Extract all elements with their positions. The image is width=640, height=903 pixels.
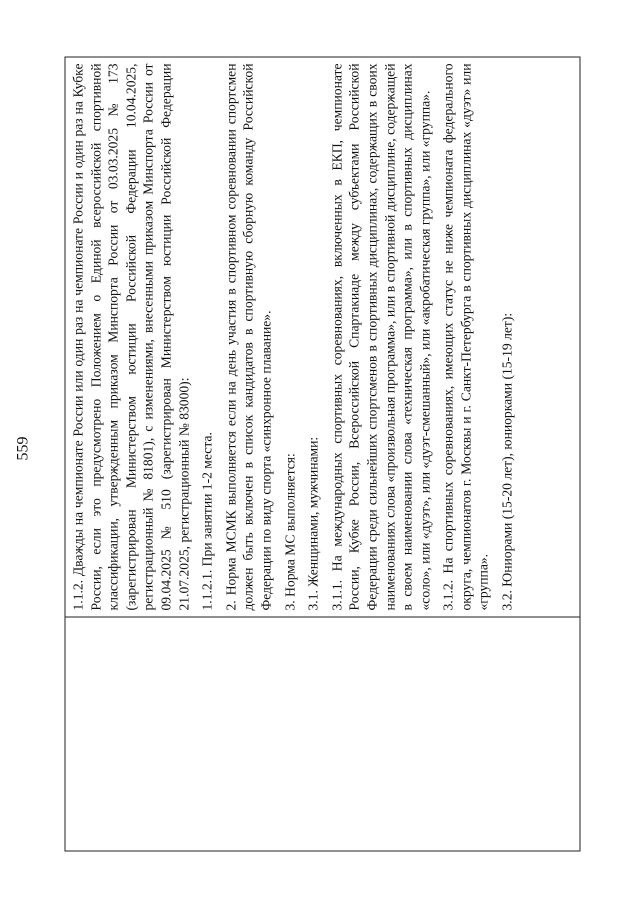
- paragraph-3-2: 3.2. Юниорами (15-20 лет), юниорками (15-19 лет):: [499, 312, 515, 610]
- paragraph-3-1-2: 3.1.2. На спортивных соревнованиях, имеющих статус не ниже чемпионата федерального округа, чемпионатов г. Москвы и г. Санкт-Петербурга в спортивных дисциплинах «дуэт» или «группа».: [440, 63, 491, 610]
- table-right-column: [65, 57, 579, 616]
- table-left-column: [65, 616, 579, 850]
- norms-table: [64, 56, 580, 851]
- paragraph-3-1: 3.1. Женщинами, мужчинами:: [305, 436, 321, 610]
- paragraph-3: 3. Норма МС выполняется:: [281, 452, 297, 610]
- paragraph-1-1-2-1: 1.1.2.1. При занятии 1-2 места.: [199, 431, 215, 610]
- page-number: 559: [14, 436, 31, 460]
- paragraph-3-1-1: 3.1.1. На международных спортивных соревнованиях, включенных в ЕКП, чемпионате России, Кубке России, Всероссийской Спартакиаде между субъектами Российской Федерации среди сильнейших спортсменов в спортивных дисциплинах, содержащих в своих наименованиях слова «произвольная программа», или в спортивной дисциплине, содержащей в своем наименовании слова «техническая программа», или в спортивных дисциплинах «соло», или «дуэт», или «дуэт-смешанный», или «акробатическая группа», или «группа».: [328, 63, 432, 610]
- paragraph-2: 2. Норма МСМК выполняется если на день участия в спортивном соревновании спортсмен должен быть включен в список кандидатов в спортивную сборную команду Российской Федерации по виду спорта «синхронное плавание».: [222, 63, 273, 610]
- paragraph-1-1-2: 1.1.2. Дважды на чемпионате России или один раз на чемпионате России и один раз на Кубке России, если это предусмотрено Положением о Единой всероссийской спортивной классификации, утвержденным приказом Минспорта России от 03.03.2025 № 173 (зарегистрирован Министерством юстиции Российской Федерации 10.04.2025, регистрационный № 81801), с изменениями, внесенными приказом Минспорта России от 09.04.2025 № 510 (зарегистрирован Министерством юстиции Российской Федерации 21.07.2025, регистрационный № 83000):: [70, 63, 191, 610]
